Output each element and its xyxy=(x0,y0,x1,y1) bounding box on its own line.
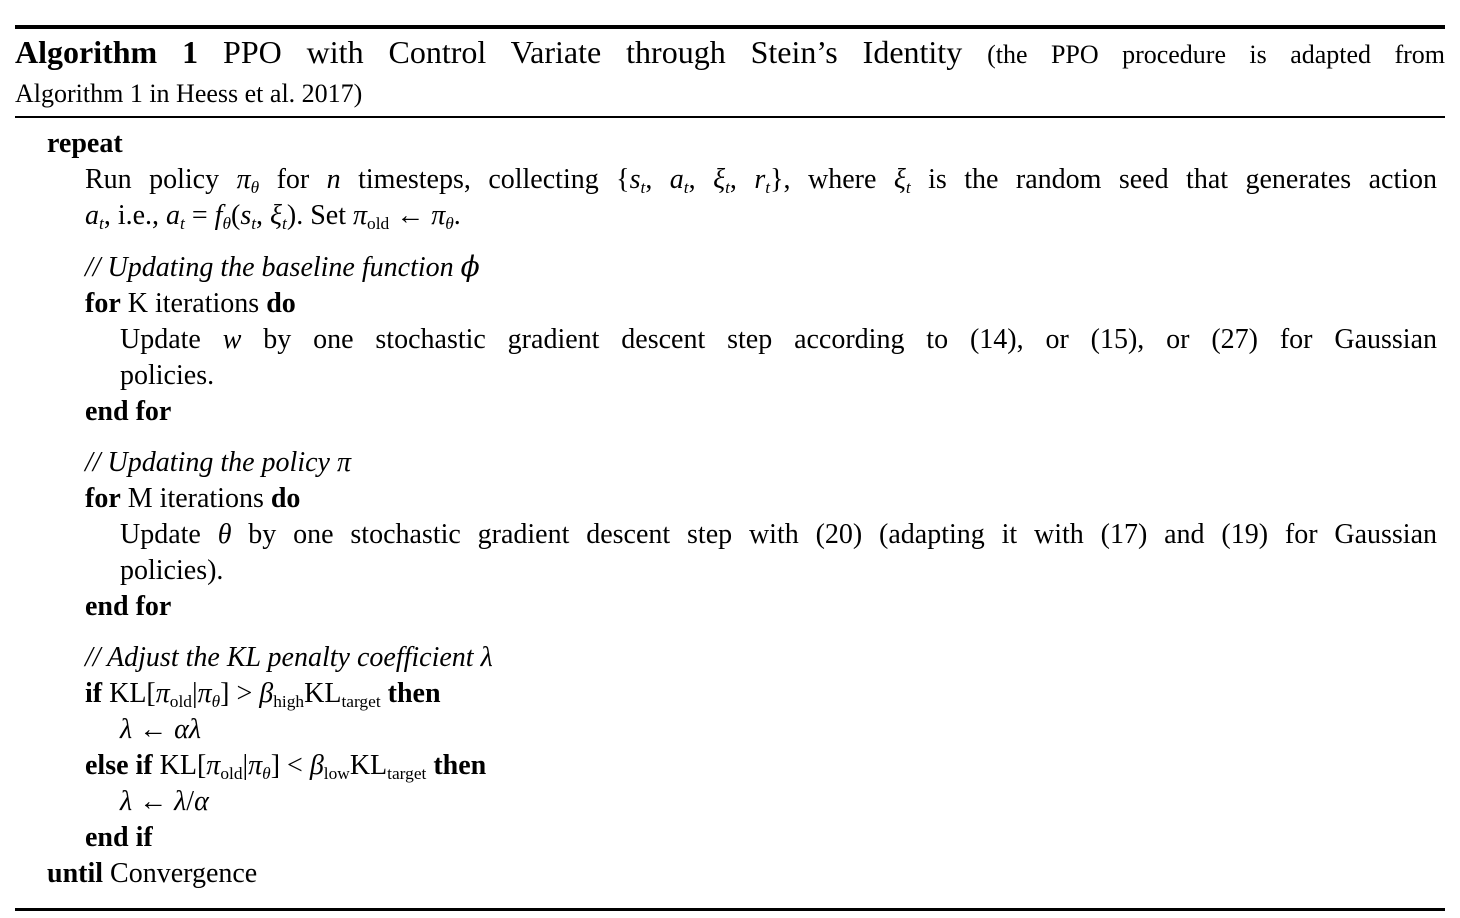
algorithm-caption-line2 xyxy=(15,75,1445,113)
keyword: for xyxy=(85,483,121,514)
text: Update xyxy=(120,324,223,355)
math-var: s xyxy=(629,164,641,195)
comment-text: // Updating the policy xyxy=(85,447,337,478)
math-sub: θ xyxy=(222,214,231,234)
algorithm-header xyxy=(15,29,1445,116)
text: , i.e., xyxy=(103,200,167,231)
comment-policy-update xyxy=(85,445,1437,481)
keyword: do xyxy=(270,483,301,514)
text: by one stochastic gradient descent step according to (14), or (15), or (27) for Gaussian xyxy=(241,324,1437,355)
text: , xyxy=(688,164,714,195)
line-update-w-2 xyxy=(120,358,1437,394)
text: Run policy xyxy=(85,164,237,195)
math-sub: old xyxy=(169,692,192,712)
math-var: π xyxy=(155,678,170,709)
comment-kl-adjust xyxy=(85,640,1437,676)
line-lambda-increase xyxy=(120,712,1437,748)
text: policies. xyxy=(120,360,215,391)
line-run-policy-1 xyxy=(85,162,1437,198)
math-var: λ xyxy=(120,786,133,817)
math-var: n xyxy=(326,164,341,195)
math-sub: t xyxy=(282,214,287,234)
line-lambda-decrease xyxy=(120,784,1437,820)
text: }, where xyxy=(770,164,894,195)
algorithm-title: PPO with Control Variate through Stein’s Identity xyxy=(198,34,988,70)
math-var: π xyxy=(197,678,212,709)
math-sub: old xyxy=(367,214,390,234)
comment-baseline-update xyxy=(85,249,1437,286)
math-var: a xyxy=(669,164,684,195)
comment-text: // Updating the baseline function xyxy=(85,252,461,283)
math-var: s xyxy=(240,200,252,231)
math-var: π xyxy=(352,200,368,231)
comment-text: // Adjust the KL penalty coefficient xyxy=(85,642,481,673)
math-var: w xyxy=(222,324,242,355)
math-sub: t xyxy=(725,178,730,198)
keyword: repeat xyxy=(47,128,123,159)
math-var: π xyxy=(206,750,221,781)
line-end-for-2 xyxy=(85,589,1437,625)
math-var: λ xyxy=(120,714,133,745)
text: ] < xyxy=(270,750,310,781)
text: , xyxy=(729,164,755,195)
math-var: π xyxy=(248,750,263,781)
keyword: for xyxy=(85,288,121,319)
keyword: if xyxy=(85,678,103,709)
line-else-if-kl xyxy=(85,748,1437,784)
text: M iterations xyxy=(120,483,271,514)
text: by one stochastic gradient descent step with (20) (adapting it with (17) and (19) for Gaussian xyxy=(231,519,1438,550)
math-var: α xyxy=(194,786,209,817)
text: policies). xyxy=(120,555,224,586)
math-sub: t xyxy=(99,214,104,234)
math-var: ξ xyxy=(270,200,283,231)
text: Update xyxy=(120,519,218,550)
text: KL xyxy=(304,678,342,709)
text: is the random seed that generates action xyxy=(910,164,1438,195)
keyword: then xyxy=(426,750,487,781)
line-if-kl xyxy=(85,676,1437,712)
math-var: r xyxy=(754,164,766,195)
arrow-left: ← xyxy=(132,714,175,745)
text: | xyxy=(191,678,198,709)
keyword: end for xyxy=(85,591,172,622)
keyword: else if xyxy=(85,750,153,781)
line-for-m xyxy=(85,481,1437,517)
line-for-k xyxy=(85,286,1437,322)
math-var: π xyxy=(336,447,351,478)
keyword: then xyxy=(380,678,441,709)
text: = xyxy=(184,200,215,231)
text: KL[ xyxy=(152,750,207,781)
keyword: until xyxy=(47,858,104,889)
math-sub: θ xyxy=(250,178,260,198)
line-run-policy-2 xyxy=(85,198,1437,234)
math-var: ξ xyxy=(893,164,906,195)
bottom-rule xyxy=(15,908,1445,911)
math-sub: t xyxy=(251,214,257,234)
math-sub: θ xyxy=(211,692,221,712)
math-var: ξ xyxy=(713,164,726,195)
text: , xyxy=(645,164,670,195)
text: . xyxy=(453,200,461,231)
algorithm-subtitle-part1: (the PPO procedure is adapted from xyxy=(987,40,1445,69)
math-sub: t xyxy=(640,178,646,198)
keyword: end if xyxy=(85,822,153,853)
math-var: π xyxy=(236,164,251,195)
line-repeat xyxy=(47,126,1437,162)
algorithm-subtitle-part2: Algorithm 1 in Heess et al. 2017) xyxy=(15,79,363,108)
text: Convergence xyxy=(103,858,258,889)
arrow-left: ← xyxy=(389,200,432,231)
line-end-if xyxy=(85,820,1437,856)
math-sub: target xyxy=(341,692,381,712)
line-update-theta-1 xyxy=(120,517,1437,553)
text: KL xyxy=(349,750,388,781)
line-until xyxy=(47,856,1437,892)
text: ( xyxy=(230,200,241,231)
math-slash: / xyxy=(186,786,195,817)
text: timesteps, collecting { xyxy=(340,164,630,195)
math-sub: θ xyxy=(445,214,454,234)
math-sub: t xyxy=(765,178,771,198)
text: | xyxy=(242,750,249,781)
algorithm-caption-line1 xyxy=(15,32,1445,75)
text: KL[ xyxy=(102,678,156,709)
math-sub: t xyxy=(180,214,185,234)
line-end-for-1 xyxy=(85,394,1437,430)
math-var: β xyxy=(309,750,324,781)
math-var: a xyxy=(166,200,181,231)
math-var: λ xyxy=(174,786,187,817)
math-var: αλ xyxy=(174,714,201,745)
math-var: π xyxy=(431,200,446,231)
text: ] > xyxy=(220,678,260,709)
math-var: λ xyxy=(480,642,493,673)
text: K iterations xyxy=(120,288,267,319)
algorithm-label: Algorithm 1 xyxy=(15,34,199,70)
math-var-phi: ϕ xyxy=(460,250,480,283)
math-sub: t xyxy=(905,178,911,198)
math-sub: low xyxy=(323,764,350,784)
text: ). Set xyxy=(286,200,353,231)
math-sub: old xyxy=(220,764,243,784)
text: , xyxy=(256,200,271,231)
math-sub: high xyxy=(273,692,305,712)
pseudocode-body xyxy=(15,118,1445,902)
arrow-left: ← xyxy=(132,786,175,817)
math-var: θ xyxy=(217,519,232,550)
math-sub: target xyxy=(387,764,427,784)
text: for xyxy=(259,164,327,195)
keyword: end for xyxy=(85,396,172,427)
math-var: a xyxy=(85,200,99,231)
math-var: β xyxy=(259,678,274,709)
line-update-w-1 xyxy=(120,322,1437,358)
math-var: f xyxy=(214,200,223,231)
math-sub: θ xyxy=(262,764,271,784)
line-update-theta-2 xyxy=(120,553,1437,589)
math-sub: t xyxy=(683,178,689,198)
keyword: do xyxy=(266,288,296,319)
